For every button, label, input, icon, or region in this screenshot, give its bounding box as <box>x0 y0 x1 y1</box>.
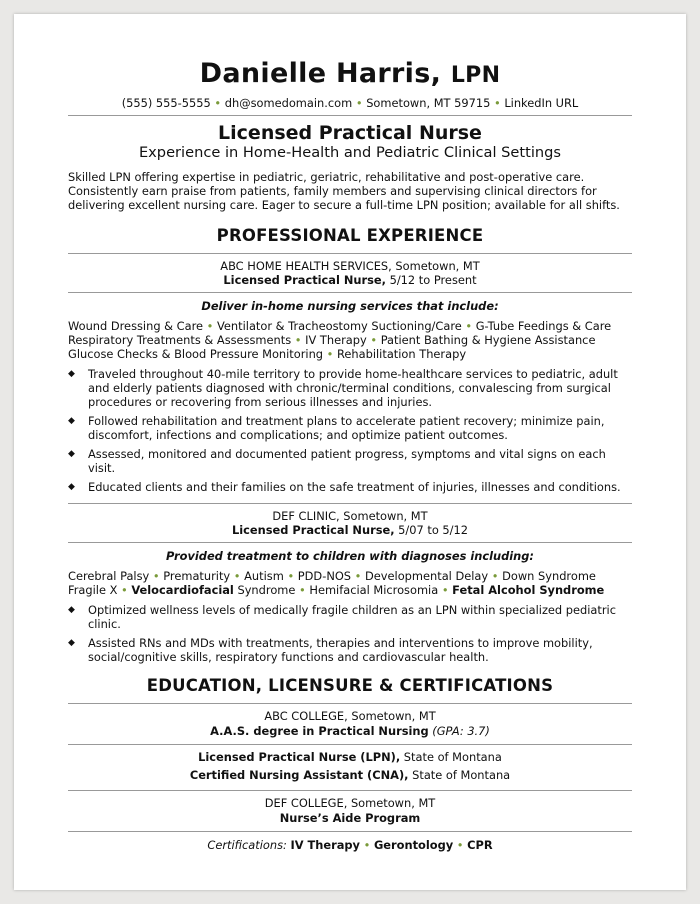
section-heading-education: EDUCATION, LICENSURE & CERTIFICATIONS <box>146 676 554 695</box>
separator-dot: • <box>287 569 295 583</box>
list-item: Respiratory Treatments & Assessments <box>68 333 292 347</box>
diamond-bullet-icon: ◆ <box>68 369 75 379</box>
list-item: Wound Dressing & Care <box>68 319 204 333</box>
program-name: Nurse’s Aide Program <box>279 811 421 825</box>
bullet-item <box>68 480 632 494</box>
separator-dot: • <box>355 96 363 110</box>
bullet-text: Followed rehabilitation and treatment plans to accelerate patient recovery; minimize pain, discomfort, infections and complications; and optimize patient outcomes. <box>88 414 605 442</box>
name-text: Danielle Harris, <box>199 58 442 89</box>
list-item: dh@somedomain.com <box>224 96 353 110</box>
license-name: Certified Nursing Assistant (CNA), <box>189 768 409 782</box>
school-name: ABC COLLEGE, Sometown, MT <box>264 709 436 723</box>
separator-dot: • <box>456 838 464 852</box>
section-heading-experience: PROFESSIONAL EXPERIENCE <box>216 226 484 245</box>
bullet-text: Traveled throughout 40-mile territory to provide home-healthcare services to pediatric, adult and elderly patients diagnosed with chronic/terminal conditions, convalescing from surgical procedures or recovering from serious illnesses and injuries. <box>88 367 618 409</box>
separator-dot: • <box>233 569 241 583</box>
school-name: DEF COLLEGE, Sometown, MT <box>264 796 436 810</box>
headline-title: Licensed Practical Nurse <box>218 122 482 144</box>
divider <box>68 503 632 504</box>
bullet-item <box>68 414 632 442</box>
certifications-line <box>68 838 632 853</box>
candidate-name <box>68 58 632 92</box>
skills-line <box>68 347 632 361</box>
headline-subtitle: Experience in Home-Health and Pediatric Clinical Settings <box>138 144 562 161</box>
separator-dot: • <box>354 569 362 583</box>
divider <box>68 790 632 791</box>
skill-item-suffix: Syndrome <box>233 583 296 597</box>
job-employer: ABC HOME HEALTH SERVICES, Sometown, MT <box>220 259 480 273</box>
list-item: Rehabilitation Therapy <box>337 347 467 361</box>
summary-paragraph: Skilled LPN offering expertise in pediatric, geriatric, rehabilitative and post-operative care. Consistently earn praise from patients, family members and supervising clinical directors for delivering excellent nursing care. Eager to secure a full-time LPN position; available for all shifts. <box>68 170 620 212</box>
list-item: Cerebral Palsy <box>68 569 150 583</box>
skills-line <box>68 569 632 583</box>
separator-dot: • <box>370 333 378 347</box>
skills-list <box>68 569 632 597</box>
list-item: Ventilator & Tracheostomy Suctioning/Care <box>217 319 462 333</box>
resume-page <box>14 14 686 890</box>
divider <box>68 831 632 832</box>
separator-dot: • <box>465 319 473 333</box>
gpa: (GPA: 3.7) <box>432 724 490 738</box>
skill-item: Fragile X <box>68 583 118 597</box>
divider <box>68 253 632 254</box>
list-item: Prematurity <box>163 569 231 583</box>
list-item: IV Therapy <box>305 333 367 347</box>
separator-dot: • <box>121 583 128 597</box>
license-name: Licensed Practical Nurse (LPN), <box>198 750 401 764</box>
separator-dot: • <box>299 583 306 597</box>
license-line <box>68 750 632 765</box>
list-item: LinkedIn URL <box>504 96 579 110</box>
job-dates: 5/07 to 5/12 <box>398 523 468 537</box>
divider <box>68 744 632 745</box>
bullet-item <box>68 636 632 664</box>
skills-line <box>68 583 632 597</box>
list-item: Autism <box>244 569 284 583</box>
skill-item: Velocardiofacial <box>131 583 234 597</box>
separator-dot: • <box>441 583 449 597</box>
list-item: PDD-NOS <box>297 569 352 583</box>
skills-line <box>68 333 632 347</box>
diamond-bullet-icon: ◆ <box>68 605 75 615</box>
list-item: CPR <box>467 838 493 852</box>
separator-dot: • <box>326 347 334 361</box>
job-title: Licensed Practical Nurse, <box>223 273 386 287</box>
separator-dot: • <box>152 569 160 583</box>
name-credential: LPN <box>450 63 501 88</box>
bullet-item <box>68 603 632 631</box>
bullet-text: Optimized wellness levels of medically fragile children as an LPN within specialized pediatric clinic. <box>88 603 616 631</box>
list-item: IV Therapy <box>290 838 360 852</box>
license-state: State of Montana <box>408 768 511 782</box>
list-item: (555) 555-5555 <box>121 96 211 110</box>
list-item: Glucose Checks & Blood Pressure Monitoring <box>68 347 324 361</box>
license-state: State of Montana <box>400 750 502 764</box>
job-dates: 5/12 to Present <box>389 273 477 287</box>
resume-content <box>68 58 632 853</box>
job-employer: DEF CLINIC, Sometown, MT <box>272 509 428 523</box>
degree-line <box>68 724 632 739</box>
diamond-bullet-icon: ◆ <box>68 482 75 492</box>
contact-line <box>68 96 632 110</box>
list-item: Developmental Delay <box>365 569 489 583</box>
list-item: G-Tube Feedings & Care <box>475 319 612 333</box>
divider <box>68 292 632 293</box>
diamond-bullet-icon: ◆ <box>68 638 75 648</box>
list-item: Patient Bathing & Hygiene Assistance <box>380 333 596 347</box>
separator-dot: • <box>491 569 499 583</box>
divider <box>68 542 632 543</box>
skills-heading: Deliver in-home nursing services that include: <box>201 299 499 313</box>
job-role <box>68 273 632 287</box>
diamond-bullet-icon: ◆ <box>68 449 75 459</box>
separator-dot: • <box>363 838 371 852</box>
certifications-label: Certifications: <box>207 838 287 852</box>
bullet-text: Assisted RNs and MDs with treatments, therapies and interventions to improve mobility, social/cognitive skills, respiratory functions and cardiovascular health. <box>88 636 593 664</box>
skill-item: Fetal Alcohol Syndrome <box>452 583 605 597</box>
separator-dot: • <box>493 96 501 110</box>
job-role <box>68 523 632 537</box>
bullet-text: Assessed, monitored and documented patient progress, symptoms and vital signs on each visit. <box>88 447 606 475</box>
job-title: Licensed Practical Nurse, <box>232 523 395 537</box>
separator-dot: • <box>294 333 302 347</box>
job-bullets <box>68 367 632 494</box>
divider <box>68 703 632 704</box>
separator-dot: • <box>214 96 222 110</box>
skills-line <box>68 319 632 333</box>
degree-name: A.A.S. degree in Practical Nursing <box>210 724 429 738</box>
license-line <box>68 768 632 783</box>
list-item: Down Syndrome <box>502 569 596 583</box>
separator-dot: • <box>206 319 214 333</box>
divider <box>68 115 632 116</box>
skill-item: Hemifacial Microsomia <box>309 583 439 597</box>
list-item: Sometown, MT 59715 <box>366 96 491 110</box>
bullet-text: Educated clients and their families on the safe treatment of injuries, illnesses and conditions. <box>88 480 621 494</box>
diamond-bullet-icon: ◆ <box>68 416 75 426</box>
bullet-item <box>68 447 632 475</box>
skills-list <box>68 319 632 361</box>
skills-heading: Provided treatment to children with diagnoses including: <box>166 549 534 563</box>
list-item: Gerontology <box>373 838 454 852</box>
bullet-item <box>68 367 632 409</box>
job-bullets <box>68 603 632 664</box>
